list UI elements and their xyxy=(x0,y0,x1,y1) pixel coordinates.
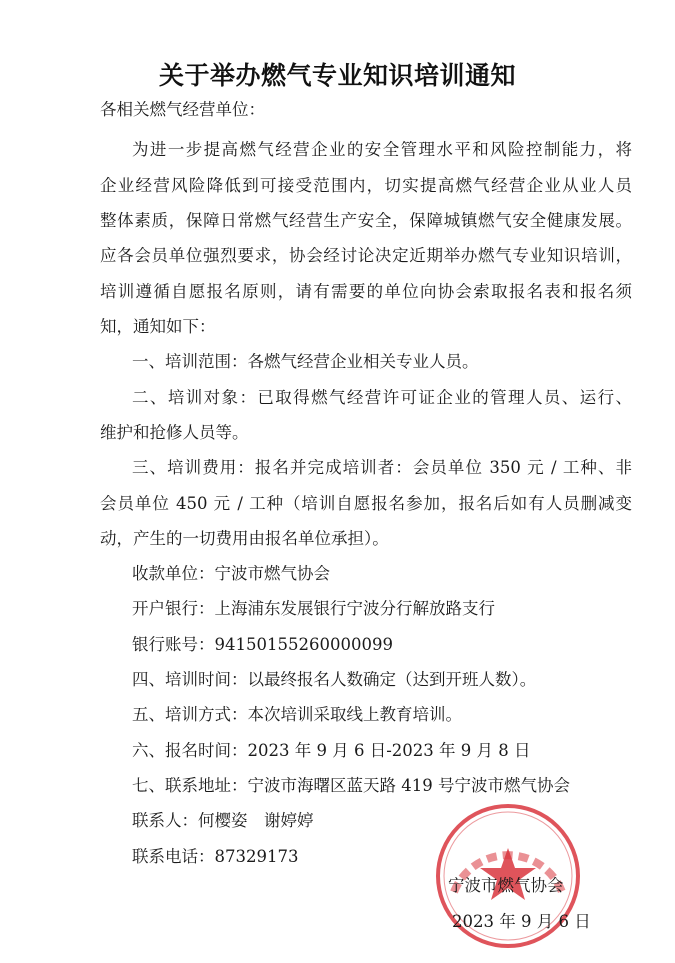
payee: 收款单位：宁波市燃气协会 xyxy=(132,564,330,583)
body-line-5: 培训遵循自愿报名原则，请有需要的单位向协会索取报名表和报名须 xyxy=(100,282,632,301)
item-training-fee-cont-1: 会员单位 450 元 / 工种（培训自愿报名参加，报名后如有人员删减变 xyxy=(100,494,632,513)
item-contact-address: 七、联系地址：宁波市海曙区蓝天路 419 号宁波市燃气协会 xyxy=(132,776,570,795)
item-training-fee-cont-2: 动，产生的一切费用由报名单位承担）。 xyxy=(100,529,389,548)
body-line-2: 企业经营风险降低到可接受范围内，切实提高燃气经营企业从业人员 xyxy=(100,176,632,195)
item-training-method: 五、培训方式：本次培训采取线上教育培训。 xyxy=(132,705,462,724)
body-line-1: 为进一步提高燃气经营企业的安全管理水平和风险控制能力，将 xyxy=(132,140,632,159)
body-line-4: 应各会员单位强烈要求，协会经讨论决定近期举办燃气专业知识培训， xyxy=(100,246,632,265)
signature-date: 2023 年 9 月 6 日 xyxy=(452,912,591,931)
bank-name: 开户银行：上海浦东发展银行宁波分行解放路支行 xyxy=(132,599,495,618)
item-registration-time: 六、报名时间：2023 年 9 月 6 日-2023 年 9 月 8 日 xyxy=(132,741,531,760)
item-training-fee: 三、培训费用：报名并完成培训者：会员单位 350 元 / 工种、非 xyxy=(132,458,632,477)
body-line-6: 知，通知如下： xyxy=(100,317,216,336)
contact-phone: 联系电话：87329173 xyxy=(132,847,299,866)
bank-account: 银行账号：94150155260000099 xyxy=(132,635,393,654)
body-line-3: 整体素质，保障日常燃气经营生产安全，保障城镇燃气安全健康发展。 xyxy=(100,211,632,230)
salutation: 各相关燃气经营单位： xyxy=(100,100,265,119)
item-training-time: 四、培训时间：以最终报名人数确定（达到开班人数）。 xyxy=(132,670,537,689)
contact-persons: 联系人：何樱姿 谢婷婷 xyxy=(132,811,314,830)
item-training-target: 二、培训对象：已取得燃气经营许可证企业的管理人员、运行、 xyxy=(132,388,632,407)
item-training-scope: 一、培训范围：各燃气经营企业相关专业人员。 xyxy=(132,352,479,371)
item-training-target-cont: 维护和抢修人员等。 xyxy=(100,423,249,442)
document-title: 关于举办燃气专业知识培训通知 xyxy=(158,61,516,90)
signature-org: 宁波市燃气协会 xyxy=(448,876,564,895)
